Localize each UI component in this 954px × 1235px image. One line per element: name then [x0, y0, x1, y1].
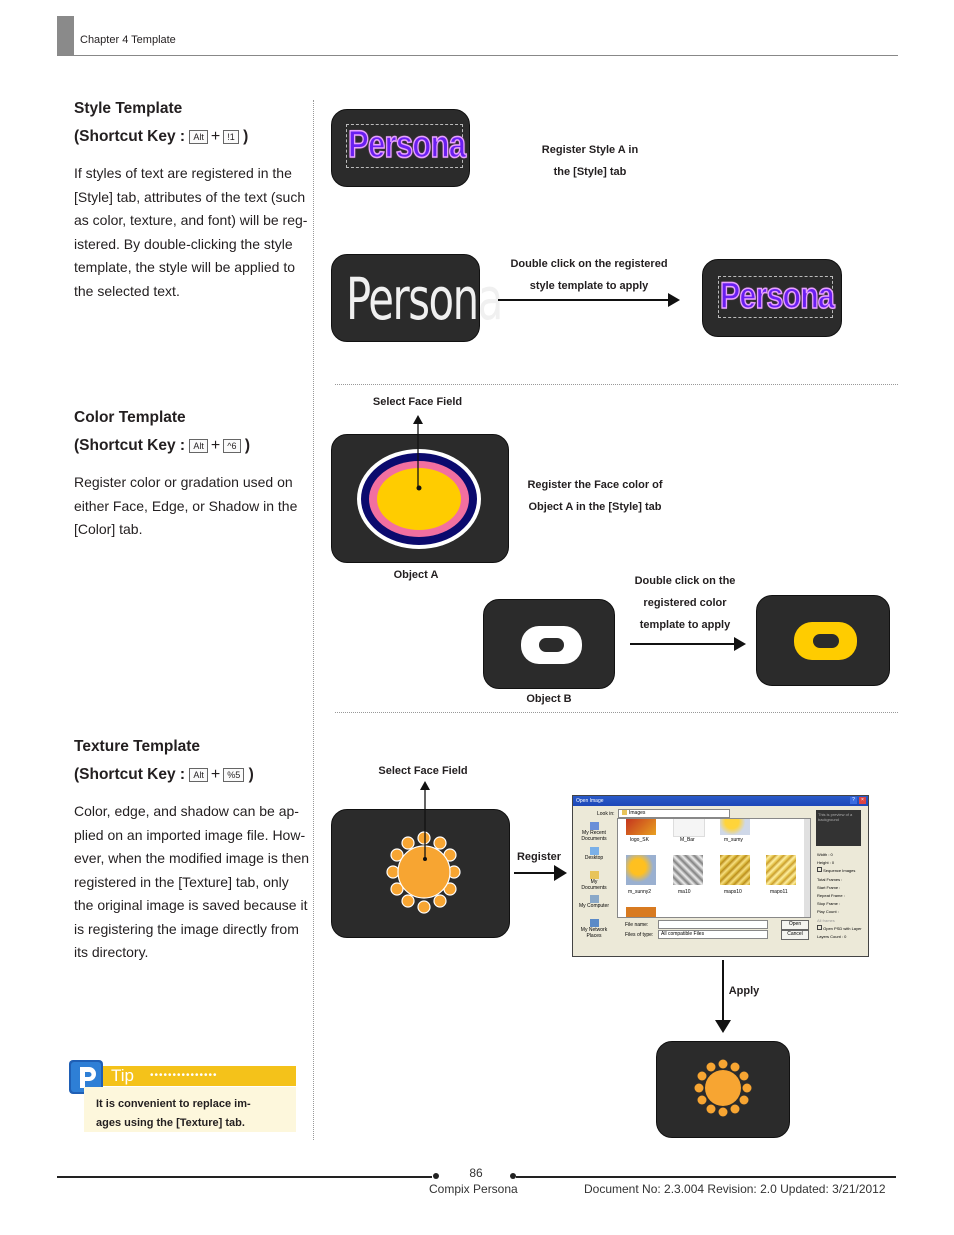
color-template-title: Color Template: [74, 409, 186, 426]
persona-plain-text: Persona: [346, 265, 502, 333]
texture-template-title: Texture Template: [74, 738, 201, 755]
tip-line: ages using the [Texture] tab.: [96, 1117, 245, 1129]
sun-result-icon: [657, 1042, 789, 1137]
page-number: 86: [469, 1166, 483, 1180]
text-line: [Color] tab.: [74, 521, 143, 537]
file-name-input[interactable]: [658, 920, 768, 929]
plain-text-object: [331, 254, 502, 342]
style-a-template: [331, 109, 470, 187]
prop-line: Repeat Frame :: [817, 893, 845, 899]
file-name: mapo11: [770, 889, 788, 895]
object-a-label: Object A: [393, 569, 439, 581]
document-info: Document No: 2.3.004 Revision: 2.0 Updated: 3/21/2012: [584, 1182, 886, 1196]
caption-apply-color: [620, 570, 750, 636]
colored-result-shape: [757, 596, 889, 685]
digit-key: %5: [223, 768, 244, 782]
styled-result-object: [702, 259, 842, 337]
network-places-icon: [590, 919, 599, 927]
caption-line: Double click on the registered: [510, 258, 668, 270]
close-icon[interactable]: ×: [859, 797, 866, 804]
text-line: either Face, Edge, or Shadow in the: [74, 497, 298, 514]
file-thumb[interactable]: [673, 818, 705, 837]
prop-line: Play Count :: [817, 909, 839, 915]
plus-sign: +: [210, 437, 221, 454]
image-properties: [817, 851, 865, 941]
digit-key: !1: [223, 130, 239, 144]
preview-panel: This is preview of a background: [816, 810, 861, 846]
place-desktop[interactable]: [579, 847, 609, 861]
tip-label: Tip: [111, 1066, 134, 1085]
text-line: If styles of text are registered in the: [74, 165, 292, 181]
file-list[interactable]: [617, 818, 811, 918]
object-b-label: Object B: [526, 693, 572, 705]
arrow-up-icon: [410, 414, 426, 488]
file-thumb[interactable]: [673, 855, 703, 885]
arrow-right-icon: [514, 862, 568, 884]
caption-line: Object A in the [Style] tab: [528, 501, 662, 513]
caption-line: registered color: [643, 597, 727, 609]
dialog-titlebar: [573, 796, 868, 806]
prop-label: Sequence Images: [823, 868, 856, 874]
alt-key: Alt: [189, 768, 208, 782]
style-template-title: Style Template: [74, 100, 183, 117]
footer-rule-right: [516, 1176, 896, 1178]
digit-key: ^6: [223, 439, 240, 453]
tip-line: It is convenient to replace im-: [96, 1098, 251, 1110]
caption-register-style: [520, 139, 660, 183]
tip-text: [96, 1095, 251, 1133]
prop-line: Height : 0: [817, 860, 835, 866]
caption-line: style template to apply: [529, 280, 649, 292]
text-line: the original image is saved because it: [74, 897, 308, 913]
arrow-right-icon: [498, 290, 682, 310]
select-face-label: Select Face Field: [378, 765, 468, 777]
file-thumb[interactable]: [766, 855, 796, 885]
text-line: istered. By double-clicking the style: [74, 235, 293, 252]
text-line: the selected text.: [74, 282, 180, 299]
look-in-label: Look in:: [597, 811, 615, 817]
open-psd-layers-checkbox[interactable]: [817, 925, 865, 933]
color-shortcut: [74, 437, 250, 455]
file-type-value: All compatible Files: [661, 931, 705, 937]
folder-icon: [622, 810, 627, 815]
persona-styled-text: Persona: [720, 275, 834, 316]
section-divider: [335, 712, 898, 713]
checkbox-icon: [817, 925, 822, 930]
prop-line: Layers Count : 0: [817, 934, 847, 940]
place-my-documents[interactable]: [579, 871, 609, 891]
shortcut-prefix: (Shortcut Key :: [74, 128, 186, 145]
prop-line: Stop Frame :: [817, 901, 841, 907]
text-line: Register color or gradation used on: [74, 474, 293, 490]
column-divider: [313, 100, 314, 1140]
arrow-right-icon: [630, 634, 748, 654]
alt-key: Alt: [189, 439, 208, 453]
text-line: ever, when the modified image is then: [74, 850, 310, 866]
prop-line: Total Frames :: [817, 876, 843, 882]
text-line: registered in the [Texture] tab, only: [74, 873, 289, 890]
place-recent[interactable]: [579, 822, 609, 842]
prop-line: Width : 0: [817, 852, 833, 857]
shortcut-suffix: ): [243, 128, 249, 145]
sequence-images-checkbox[interactable]: [817, 867, 865, 875]
texture-description: [74, 800, 312, 965]
file-name: ma10: [678, 889, 691, 895]
caption-line: Register the Face color of: [527, 479, 663, 491]
caption-line: template to apply: [639, 619, 731, 631]
shortcut-prefix: (Shortcut Key :: [74, 766, 186, 783]
plus-sign: +: [210, 766, 221, 783]
section-divider: [335, 384, 898, 385]
style-shortcut: [74, 128, 248, 146]
recent-documents-icon: [590, 822, 599, 830]
select-face-label: Select Face Field: [372, 396, 463, 408]
header-rule: [57, 55, 898, 56]
prop-label: Open PSD with Layer: [823, 925, 862, 931]
file-thumb[interactable]: [626, 855, 656, 885]
look-in-value: Images: [629, 810, 646, 816]
text-line: is registering the image directly from: [74, 920, 299, 937]
cancel-button[interactable]: [781, 930, 809, 940]
file-thumb[interactable]: [626, 818, 656, 835]
file-name: M_Bar: [680, 837, 695, 843]
file-name: logo_SK: [630, 837, 649, 843]
header-bar: [57, 16, 74, 56]
color-description: [74, 471, 312, 542]
place-label: My Network Places: [580, 927, 608, 939]
file-thumb[interactable]: [626, 907, 656, 917]
product-name: Compix Persona: [429, 1182, 518, 1196]
texture-shortcut: [74, 766, 254, 784]
file-type-select[interactable]: [658, 930, 768, 939]
places-bar: [575, 819, 613, 949]
shortcut-prefix: (Shortcut Key :: [74, 437, 186, 454]
footer-dot: [433, 1173, 439, 1179]
file-type-label: Files of type:: [625, 932, 654, 938]
place-label: My Computer: [579, 903, 610, 909]
text-line: Color, edge, and shadow can be ap-: [74, 803, 299, 819]
text-line: [Style] tab, attributes of the text (such: [74, 188, 306, 205]
look-in-select[interactable]: [618, 809, 730, 818]
scrollbar[interactable]: [804, 819, 810, 917]
caption-line: Double click on the: [634, 575, 736, 587]
desktop-icon: [590, 847, 599, 855]
style-description: [74, 162, 312, 303]
caption-line: the [Style] tab: [553, 166, 627, 178]
open-button-label: Open: [788, 921, 802, 927]
colored-result-object: [756, 595, 890, 686]
place-label: My Recent Documents: [581, 830, 607, 842]
text-line: its directory.: [74, 944, 149, 960]
place-label: Desktop: [584, 855, 604, 861]
text-line: as color, texture, and font) will be reg-: [74, 212, 308, 228]
tip-body: [84, 1087, 296, 1132]
text-line: plied on an imported image file. How-: [74, 826, 306, 843]
file-name: m_sumy: [724, 837, 743, 843]
checkbox-icon: [817, 867, 822, 872]
text-line: template, the style will be applied to: [74, 259, 296, 275]
prop-line: All frames: [817, 917, 835, 923]
cancel-button-label: Cancel: [787, 931, 803, 937]
file-name-label: File name:: [625, 922, 649, 928]
shortcut-suffix: ): [248, 766, 254, 783]
tip-header: [84, 1066, 296, 1086]
file-name: maps10: [724, 889, 742, 895]
plus-sign: +: [210, 128, 221, 145]
persona-styled-text: Persona: [348, 124, 466, 166]
open-image-dialog: [572, 795, 869, 957]
alt-key: Alt: [189, 130, 208, 144]
my-computer-icon: [590, 895, 599, 903]
arrow-up-icon: [418, 780, 432, 860]
help-icon[interactable]: ?: [850, 797, 857, 804]
object-b-shape: [484, 600, 614, 688]
my-documents-icon: [590, 871, 599, 879]
prop-line: Start Frame :: [817, 884, 841, 890]
object-b: [483, 599, 615, 689]
footer-rule-left: [57, 1176, 432, 1178]
file-name: m_sunny2: [628, 889, 652, 895]
place-network[interactable]: [579, 919, 609, 939]
place-label: My Documents: [581, 879, 607, 891]
caption-line: Register Style A in: [541, 144, 639, 156]
caption-register-color: [510, 474, 680, 518]
apply-label: Apply: [728, 985, 760, 997]
dialog-title: Open Image: [576, 798, 604, 804]
tip-dots: •••••••••••••••: [150, 1070, 218, 1081]
place-my-computer[interactable]: [579, 895, 609, 909]
file-thumb[interactable]: [720, 855, 750, 885]
textured-result-object: [656, 1041, 790, 1138]
open-button[interactable]: [781, 920, 809, 930]
file-thumb[interactable]: [720, 818, 750, 835]
register-label: Register: [516, 851, 562, 863]
chapter-label: Chapter 4 Template: [80, 34, 176, 46]
shortcut-suffix: ): [244, 437, 250, 454]
